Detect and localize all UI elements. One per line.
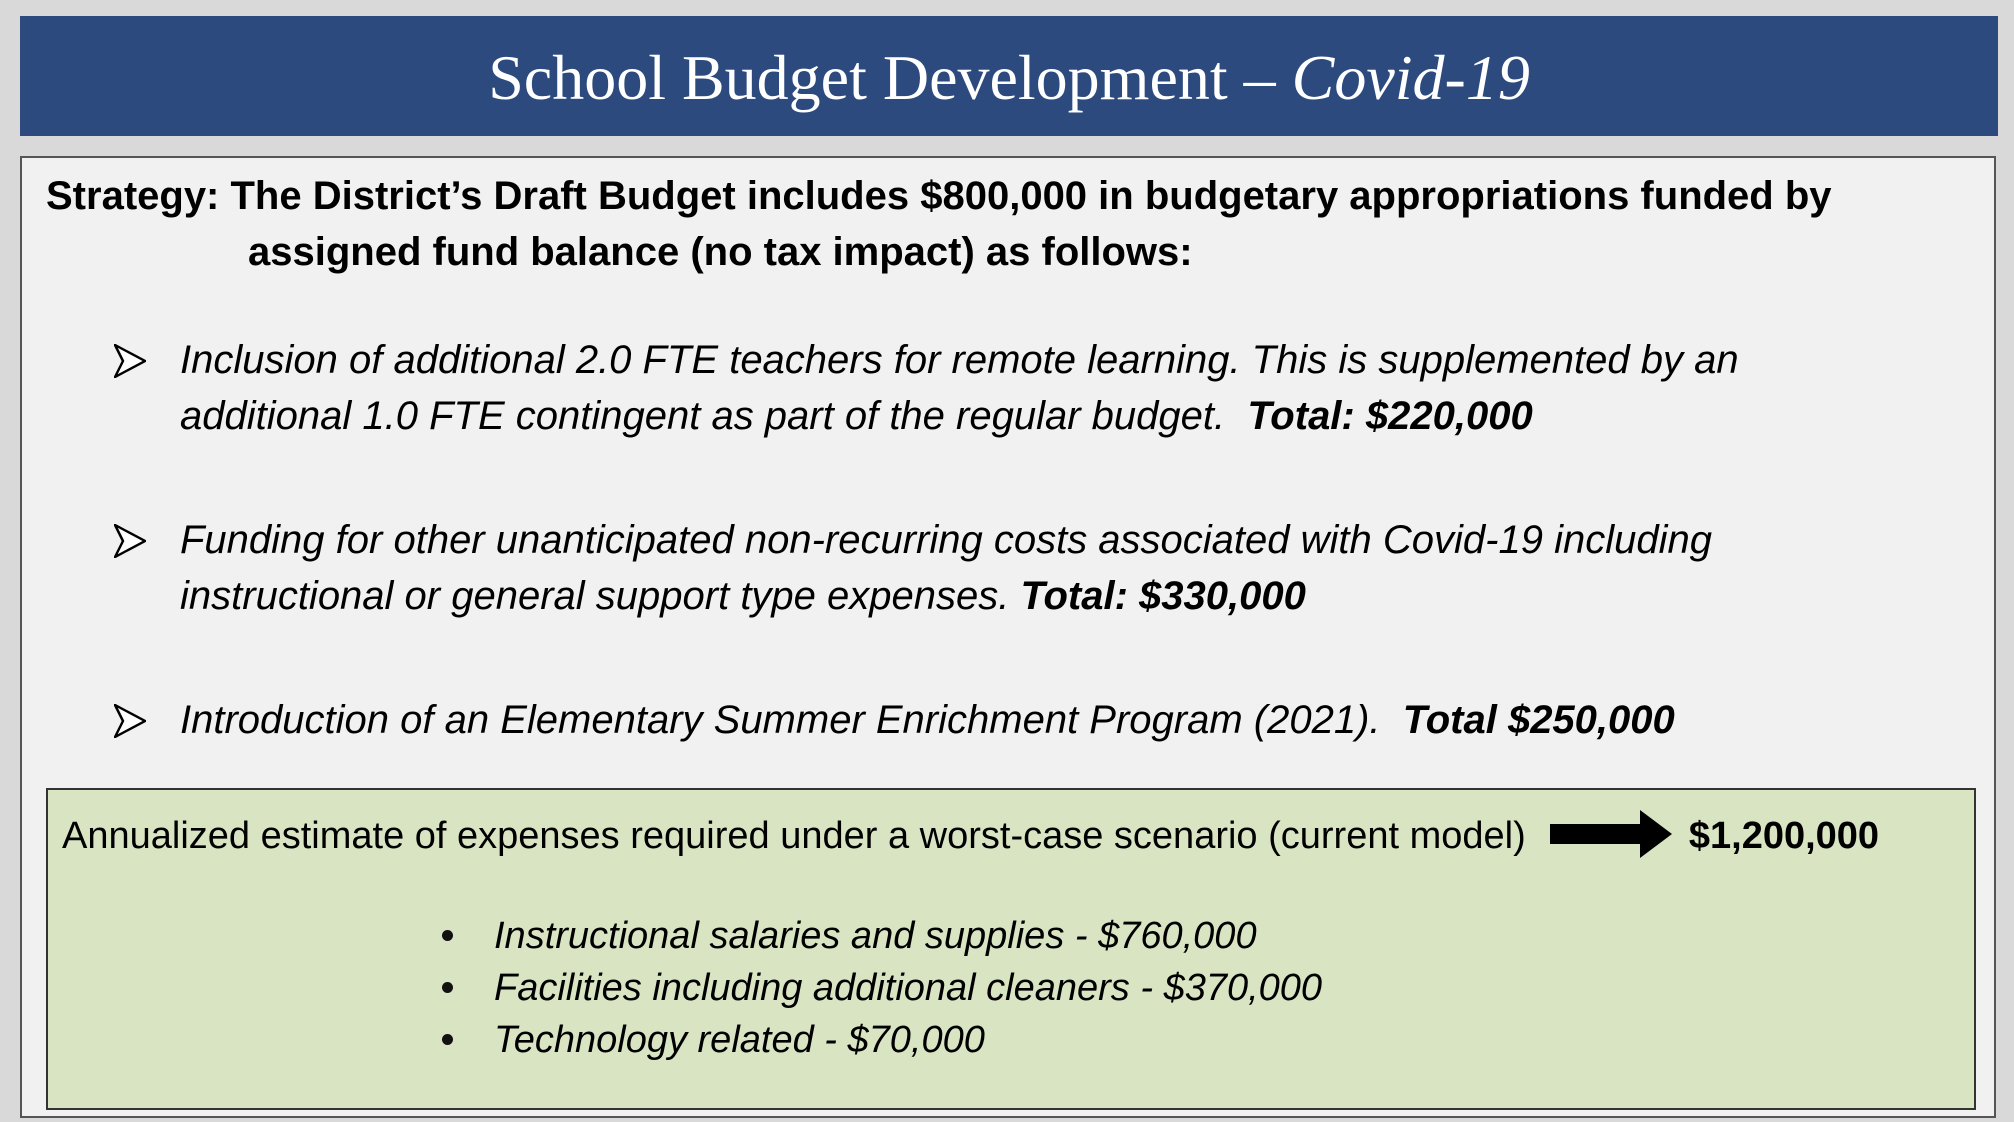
arrowhead-bullet-icon: [114, 524, 146, 558]
estimate-breakdown-list: [442, 910, 1322, 1066]
bullet-dot-icon: [442, 930, 453, 941]
list-item-text: Facilities including additional cleaners - $370,000: [494, 967, 1323, 1009]
slide-title-main: School Budget Development –: [488, 42, 1292, 113]
bullet-item-summer-program: [114, 692, 1914, 748]
strategy-statement: [46, 168, 1966, 280]
content-box: [20, 156, 1996, 1118]
bullet-description: Inclusion of additional 2.0 FTE teachers for remote learning. This is supplemented by an additional 1.0 FTE contingent as part of the regular budget.: [180, 338, 1739, 438]
strategy-line-2: assigned fund balance (no tax impact) as follows:: [248, 230, 1193, 274]
arrowhead-bullet-icon: [114, 704, 146, 738]
slide-title-accent: Covid-19: [1291, 42, 1530, 113]
strategy-line-1: Strategy: The District’s Draft Budget includes $800,000 in budgetary appropriations funded by: [46, 174, 1832, 218]
list-item-text: Instructional salaries and supplies - $760,000: [494, 915, 1257, 957]
bullet-total: Total: $220,000: [1247, 394, 1533, 438]
bullet-description: Introduction of an Elementary Summer Enrichment Program (2021).: [180, 698, 1381, 742]
list-item: [442, 962, 1322, 1014]
worst-case-estimate-box: [46, 788, 1976, 1110]
estimate-label: Annualized estimate of expenses required under a worst-case scenario (current model): [62, 815, 1526, 857]
arrowhead-bullet-icon: [114, 344, 146, 378]
estimate-amount: $1,200,000: [1688, 815, 1880, 857]
slide-title: [488, 42, 1530, 113]
list-item: [442, 910, 1322, 962]
bullet-total: Total: $330,000: [1020, 574, 1306, 618]
estimate-line: [62, 808, 1962, 864]
list-item: [442, 1014, 1322, 1066]
bullet-dot-icon: [442, 982, 453, 993]
bullet-text: [180, 692, 1914, 748]
bullet-total: Total $250,000: [1402, 698, 1675, 742]
bullet-item-unanticipated-costs: [114, 512, 1914, 624]
bullet-text: [180, 512, 1914, 624]
right-arrow-icon: [1550, 810, 1672, 858]
list-item-text: Technology related - $70,000: [494, 1019, 985, 1061]
bullet-text: [180, 332, 1914, 444]
bullet-dot-icon: [442, 1034, 453, 1045]
bullet-description: Funding for other unanticipated non-recurring costs associated with Covid-19 including instructional or general support type expenses.: [180, 518, 1712, 618]
bullet-item-remote-teachers: [114, 332, 1914, 444]
title-bar: [20, 16, 1998, 136]
